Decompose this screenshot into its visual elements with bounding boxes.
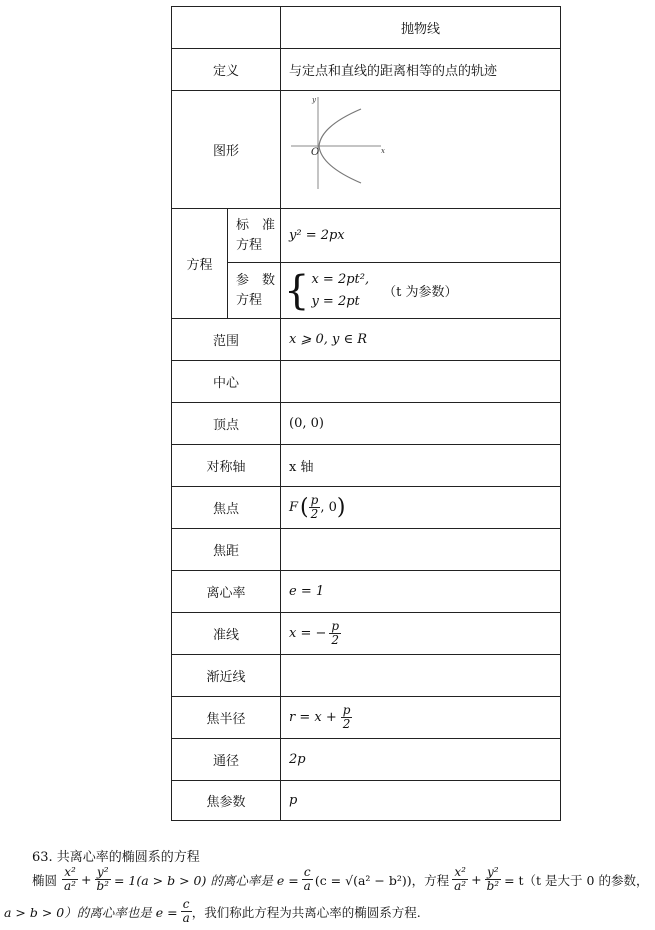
row-label-directrix: 准线 bbox=[212, 628, 239, 643]
section-heading: 63. 共离心率的椭圆系的方程 bbox=[32, 850, 200, 865]
parabola-graph bbox=[281, 91, 560, 208]
row-label-focal-radius: 焦半径 bbox=[206, 712, 246, 727]
row-value-focal-distance bbox=[281, 529, 559, 570]
row-value-focal-parameter: p bbox=[289, 793, 298, 808]
row-value-parametric-equation bbox=[284, 263, 554, 318]
row-label-asymptote: 渐近线 bbox=[206, 670, 246, 685]
row-value-focus: F ( $\frac{p}{2}$ , 0 ) bbox=[289, 493, 346, 521]
row-label-focal-parameter: 焦参数 bbox=[206, 795, 246, 810]
row-label-focus: 焦点 bbox=[212, 502, 239, 517]
sub-label-standard: 标 准 方程 bbox=[236, 217, 276, 253]
row-value-asymptote bbox=[281, 655, 559, 696]
row-label-vertex: 顶点 bbox=[212, 418, 239, 433]
row-value-axis: x 轴 bbox=[289, 460, 314, 475]
parabola-figure bbox=[281, 91, 560, 208]
section-line-2: a > b > 0）的离心率也是 e = $\frac{c}{a}$ ，我们称此方程为共离心率的椭圆系方程. bbox=[4, 897, 421, 925]
focus-fraction: $\frac{p}{2}$ bbox=[310, 493, 319, 521]
table-header bbox=[281, 7, 560, 48]
param-eq-y: y = 2pt bbox=[311, 293, 360, 309]
row-label-figure: 图形 bbox=[212, 144, 239, 159]
row-label-focal-distance: 焦距 bbox=[212, 544, 239, 559]
header-label: 抛物线 bbox=[400, 22, 440, 37]
row-value-vertex: (0, 0) bbox=[289, 416, 324, 431]
row-value-eccentricity: e = 1 bbox=[289, 584, 325, 599]
row-label-eccentricity: 离心率 bbox=[206, 586, 246, 601]
row-label-axis: 对称轴 bbox=[206, 460, 246, 475]
row-value-range: x ⩾ 0, y ∈ R bbox=[289, 332, 368, 347]
row-label-definition: 定义 bbox=[212, 64, 239, 79]
row-value-focal-radius: r = x + $\frac{p}{2}$ bbox=[289, 703, 351, 731]
section-line-1: 椭圆 $\frac{\text{x²}}{\text{a²}}$ + $\frac{\text{y²}}{\text{b²}}$ = 1(a > b > 0) 的离心率是 e = $\frac{c}{a}$ (c = √(a² − b²))，方程 $\frac{\text{x²}}{\text{a²}}$ + $\frac{\text{y²}}{\text{b²}}$ = t（t 是大于 0 的参数， bbox=[32, 865, 649, 893]
left-brace: { bbox=[284, 267, 310, 314]
row-value-center bbox=[281, 361, 559, 402]
row-value-directrix: x = − $\frac{p}{2}$ bbox=[289, 619, 340, 647]
sub-label-parametric: 参 数 方程 bbox=[236, 272, 276, 308]
row-value-definition: 与定点和直线的距离相等的点的轨迹 bbox=[289, 64, 498, 79]
focal-radius-fraction: $\frac{p}{2}$ bbox=[342, 703, 351, 731]
y-axis-label: y bbox=[312, 96, 316, 104]
x-axis-label: x bbox=[381, 147, 385, 155]
directrix-fraction: $\frac{p}{2}$ bbox=[331, 619, 340, 647]
row-label-latus-rectum: 通径 bbox=[212, 754, 239, 769]
row-value-standard-equation: y² = 2px bbox=[289, 228, 345, 243]
param-note: （t 为参数） bbox=[383, 285, 458, 300]
param-eq-x: x = 2pt², bbox=[311, 271, 370, 287]
row-label-range: 范围 bbox=[212, 334, 239, 349]
row-label-center: 中心 bbox=[212, 376, 239, 391]
origin-label: O bbox=[311, 147, 320, 158]
row-value-latus-rectum: 2p bbox=[289, 752, 306, 767]
row-label-equation: 方程 bbox=[186, 258, 213, 273]
